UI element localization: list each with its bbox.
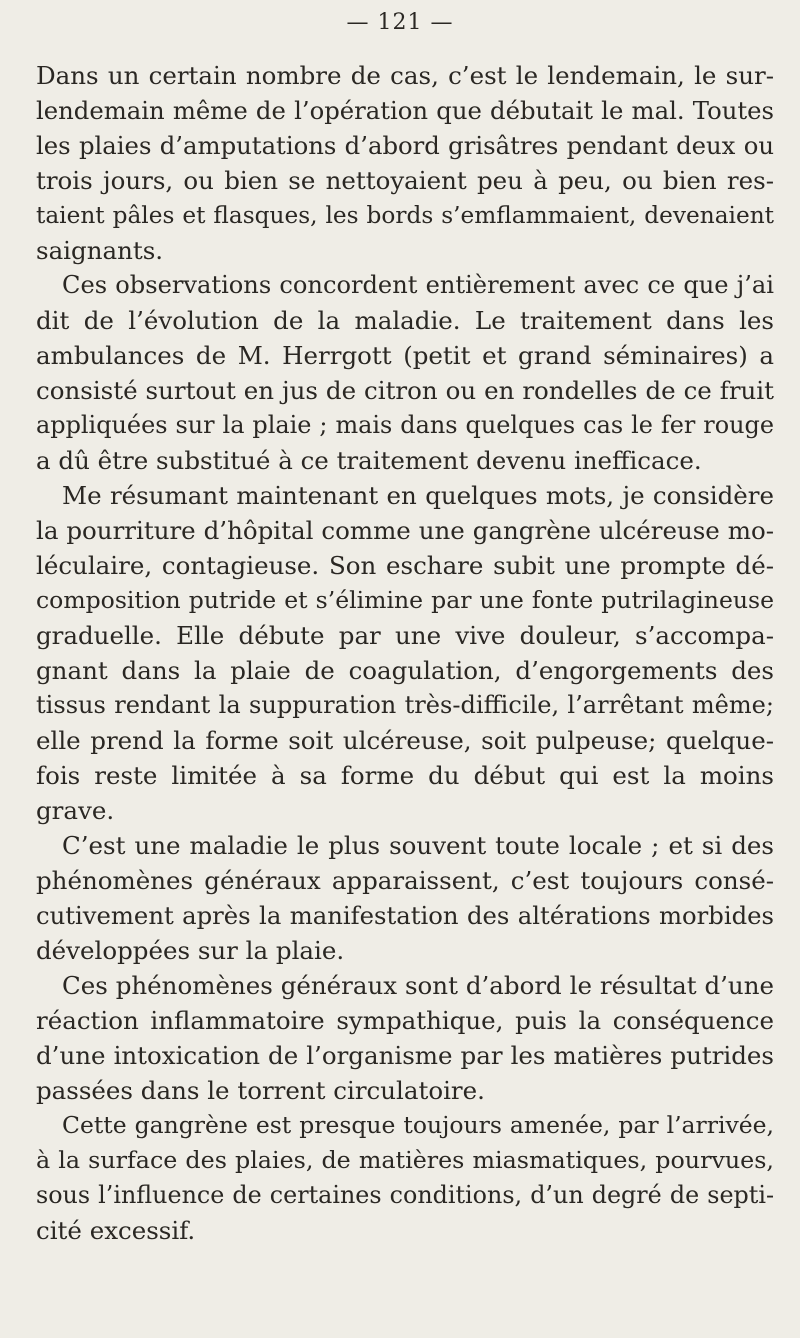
text-line: fois reste limitée à sa forme du début qui est la moins	[36, 761, 774, 790]
text-line: consisté surtout en jus de citron ou en rondelles de ce fruit	[36, 376, 774, 405]
text-line: phénomènes généraux apparaissent, c’est toujours consé-	[36, 866, 774, 895]
text-line: saignants.	[36, 236, 164, 265]
page-number: — 121 —	[346, 10, 454, 35]
text-line: a dû être substitué à ce traitement devenu inefficace.	[36, 446, 702, 475]
text-line: sous l’influence de certaines conditions, d’un degré de septi-	[36, 1181, 774, 1209]
text-line: les plaies d’amputations d’abord grisâtres pendant deux ou	[36, 131, 774, 160]
text-line: à la surface des plaies, de matières miasmatiques, pourvues,	[36, 1146, 774, 1174]
text-line: taient pâles et flasques, les bords s’emflammaient, devenaient	[36, 202, 774, 229]
paragraph	[36, 968, 774, 1108]
paragraph	[36, 828, 774, 968]
text-line: ambulances de M. Herrgott (petit et grand séminaires) a	[36, 341, 774, 370]
text-line: réaction inflammatoire sympathique, puis la conséquence	[36, 1006, 774, 1035]
text-line: gnant dans la plaie de coagulation, d’engorgements des	[36, 656, 774, 685]
text-line: cutivement après la manifestation des altérations morbides	[36, 901, 774, 930]
text-line: grave.	[36, 796, 115, 825]
text-line: composition putride et s’élimine par une fonte putrilagineuse	[36, 586, 774, 614]
text-line: trois jours, ou bien se nettoyaient peu à peu, ou bien res-	[36, 166, 774, 195]
text-line: appliquées sur la plaie ; mais dans quelques cas le fer rouge	[36, 411, 774, 439]
text-line: léculaire, contagieuse. Son eschare subit une prompte dé-	[36, 551, 774, 580]
text-line: Dans un certain nombre de cas, c’est le lendemain, le sur-	[36, 61, 774, 90]
paragraph	[36, 478, 774, 828]
text-line: Me résumant maintenant en quelques mots, je considère	[62, 481, 774, 510]
text-line: dit de l’évolution de la maladie. Le traitement dans les	[36, 306, 774, 335]
text-line: C’est une maladie le plus souvent toute locale ; et si des	[62, 831, 774, 860]
body-text	[36, 58, 774, 1248]
paragraph	[36, 268, 774, 478]
text-line: graduelle. Elle débute par une vive douleur, s’accompa-	[36, 621, 774, 650]
text-line: la pourriture d’hôpital comme une gangrène ulcéreuse mo-	[36, 516, 774, 545]
text-line: Ces phénomènes généraux sont d’abord le résultat d’une	[62, 971, 774, 1000]
text-line: cité excessif.	[36, 1216, 196, 1245]
text-line: développées sur la plaie.	[36, 936, 345, 965]
text-line: d’une intoxication de l’organisme par les matières putrides	[36, 1041, 774, 1070]
text-line: lendemain même de l’opération que débutait le mal. Toutes	[36, 96, 774, 125]
text-line: Ces observations concordent entièrement avec ce que j’ai	[62, 271, 774, 299]
text-line: passées dans le torrent circulatoire.	[36, 1076, 485, 1105]
text-line: elle prend la forme soit ulcéreuse, soit pulpeuse; quelque-	[36, 726, 774, 755]
text-line: tissus rendant la suppuration très-difficile, l’arrêtant même;	[36, 691, 774, 719]
paragraph	[36, 1108, 774, 1248]
paragraph	[36, 58, 774, 268]
text-line: Cette gangrène est presque toujours amenée, par l’arrivée,	[62, 1111, 774, 1139]
